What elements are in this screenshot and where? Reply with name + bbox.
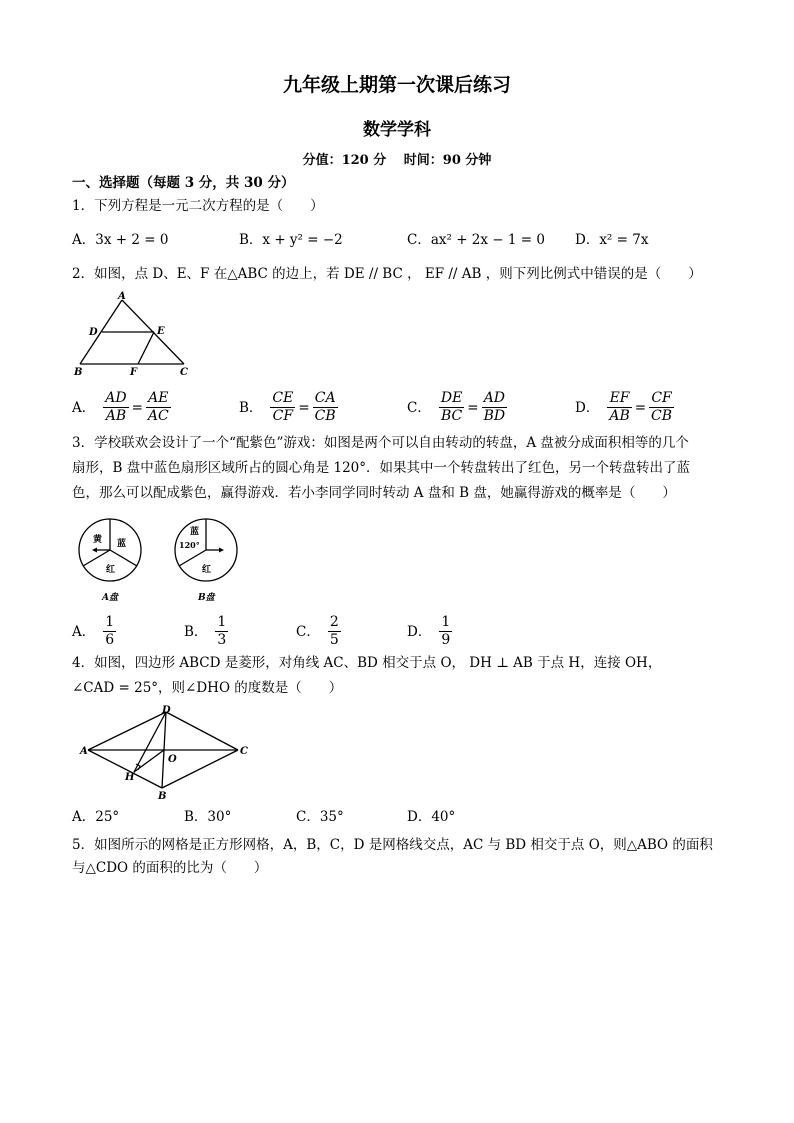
q4-option-c: C．35° <box>296 809 344 825</box>
score-time-info: 分值：120 分 时间：90 分钟 <box>302 153 492 168</box>
spinner-b-red: 红 <box>202 565 212 575</box>
q3-option-d: D． $\frac{1}{9}$ <box>407 614 451 648</box>
q3-spinner-figure <box>72 512 252 607</box>
q1-option-a: A．3x + 2 = 0 <box>72 232 169 248</box>
q5-line1: 5．如图所示的网格是正方形网格，A，B，C，D 是网格线交点，AC 与 BD 相交于点 O，则△ABO 的面积 <box>72 837 713 853</box>
q4-line2: ∠CAD = 25°，则∠DHO 的度数是（ ） <box>72 680 343 696</box>
q1-option-d: D．x² = 7x <box>575 232 649 248</box>
q2-label-c: C <box>180 367 188 378</box>
q2-option-d: D． $\frac{EF}{AB}$ = $\frac{CF}{CB}$ <box>575 390 673 424</box>
q4-label-b: B <box>158 791 167 802</box>
q2-label-a: A <box>118 291 126 302</box>
q1-option-c: C．ax² + 2x − 1 = 0 <box>407 232 545 248</box>
q4-option-b: B．30° <box>184 809 232 825</box>
spinner-b-caption: B盘 <box>198 593 215 603</box>
spinner-a-caption: A盘 <box>102 593 118 603</box>
q4-label-o: O <box>168 754 177 765</box>
q4-label-h: H <box>125 772 135 783</box>
q3-option-c: C． $\frac{2}{5}$ <box>296 614 339 648</box>
q3-option-a: A． $\frac{1}{6}$ <box>72 614 115 648</box>
q4-rhombus-figure <box>72 702 257 802</box>
spinner-a-red: 红 <box>106 565 116 575</box>
spinner-b-blue: 蓝 <box>190 527 200 537</box>
q2-stem: 2．如图，点 D、E、F 在△ABC 的边上，若 DE // BC ， EF // AB ，则下列比例式中错误的是（ ） <box>72 266 702 282</box>
q3-line3: 色，那么可以配成紫色，赢得游戏．若小李同学同时转动 A 盘和 B 盘，她赢得游戏的概率是（ ） <box>72 485 676 501</box>
q2-triangle-figure <box>72 290 194 380</box>
section-heading: 一、选择题（每题 3 分，共 30 分） <box>72 175 295 191</box>
q2-label-f: F <box>130 367 138 378</box>
q1-stem: 1．下列方程是一元二次方程的是（ ） <box>72 198 324 214</box>
q2-label-e: E <box>157 326 165 337</box>
q2-option-b: B． $\frac{CE}{CF}$ = $\frac{CA}{CB}$ <box>239 390 336 424</box>
spinner-b-angle: 120° <box>179 540 200 550</box>
q4-label-a: A <box>80 746 88 757</box>
q5-line2: 与△CDO 的面积的比为（ ） <box>72 860 268 876</box>
q4-label-c: C <box>240 746 248 757</box>
q3-line2: 扇形，B 盘中蓝色扇形区域所占的圆心角是 120°．如果其中一个转盘转出了红色，另一个转盘转出了蓝 <box>72 460 691 476</box>
spinner-a-blue: 蓝 <box>117 539 127 549</box>
q1-option-b: B．x + y² = −2 <box>239 232 343 248</box>
q4-line1: 4．如图，四边形 ABCD 是菱形，对角线 AC、BD 相交于点 O， DH ⊥ AB 于点 H，连接 OH， <box>72 655 662 671</box>
q4-label-d: D <box>162 705 171 716</box>
q4-option-d: D．40° <box>407 809 456 825</box>
page-title: 九年级上期第一次课后练习 <box>282 74 511 96</box>
q2-option-a: A． $\frac{AD}{AB}$ = $\frac{AE}{AC}$ <box>72 390 169 424</box>
q3-option-b: B． $\frac{1}{3}$ <box>184 614 227 648</box>
subject-title: 数学学科 <box>363 120 431 140</box>
q3-line1: 3．学校联欢会设计了一个“配紫色”游戏：如图是两个可以自由转动的转盘，A 盘被分成面积相等的几个 <box>72 435 689 451</box>
q2-label-b: B <box>74 367 83 378</box>
spinner-a-yellow: 黄 <box>93 535 103 545</box>
q4-option-a: A．25° <box>72 809 120 825</box>
q2-option-c: C． $\frac{DE}{BC}$ = $\frac{AD}{BD}$ <box>407 390 506 424</box>
q2-label-d: D <box>89 327 98 338</box>
